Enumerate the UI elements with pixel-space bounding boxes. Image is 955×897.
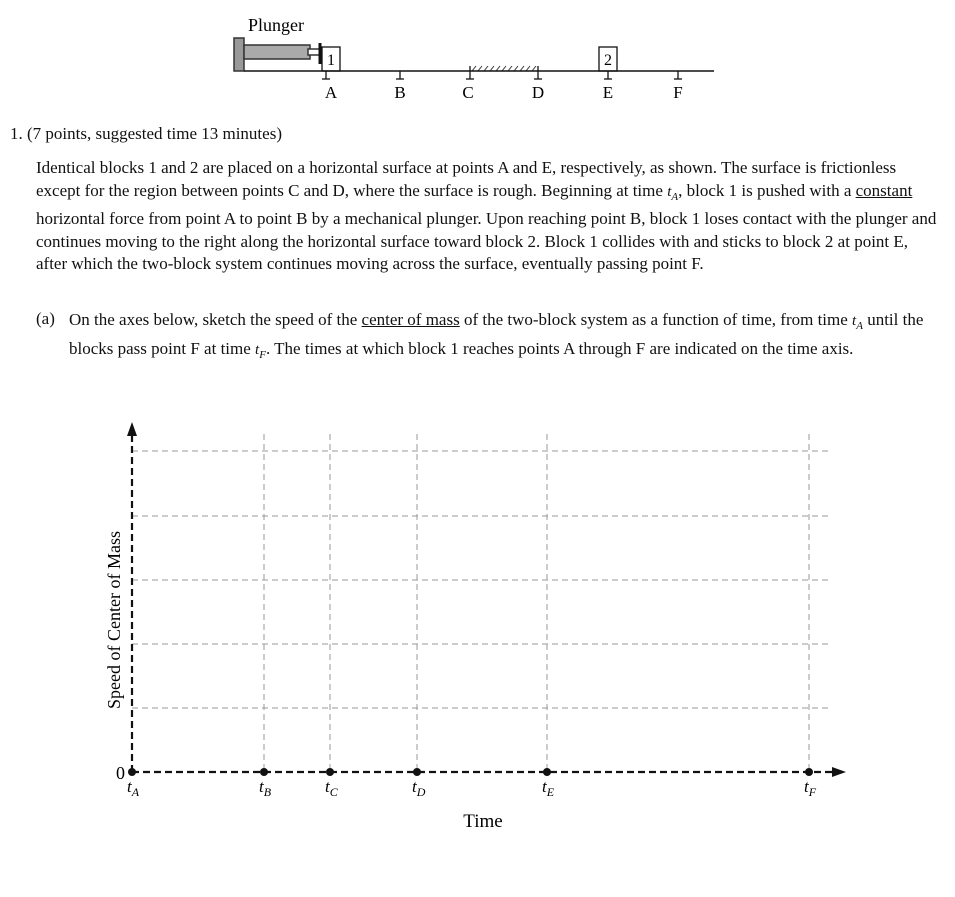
time-tick-label: $t_B$ [259, 777, 272, 799]
time-tick-dot [805, 768, 813, 776]
plunger-neck [308, 49, 320, 55]
part-a-label: (a) [36, 309, 55, 328]
time-tick-labels [127, 777, 817, 799]
plunger-base [234, 38, 244, 71]
plunger-rod [244, 45, 310, 59]
part-a-text-2: of the two-block system as a function of time, from time [459, 310, 853, 329]
time-tick-label: $t_E$ [542, 777, 555, 799]
constant-underlined: constant [855, 180, 913, 200]
time-tick-label: $t_F$ [804, 777, 817, 799]
time-symbol-ta-2: $t_A$ [852, 313, 863, 332]
point-label-e: E [602, 83, 614, 102]
time-tick-dot [543, 768, 551, 776]
question-text-3: horizontal force from point A to point B by a mechanical plunger. Upon reaching point B, block 1 loses contact with the plunger and continues moving to the right along the horizontal surface toward block 2. Block 1 collides with and sticks to block 2 at point E, after which the two-block system continues moving across the surface, eventually passing point F. [36, 209, 937, 273]
x-axis-label: Time [463, 811, 503, 832]
y-origin-label: 0 [116, 763, 125, 783]
part-a-text-3: until the blocks pass point F at time [69, 310, 924, 358]
time-tick-dot [326, 768, 334, 776]
point-label-d: D [531, 83, 545, 102]
point-label-a: A [324, 83, 338, 102]
point-ticks [322, 66, 682, 79]
y-axis-arrow [127, 422, 137, 436]
question-heading: 1. (7 points, suggested time 13 minutes) [10, 124, 282, 143]
part-a-text [69, 309, 929, 366]
question-text-1: Identical blocks 1 and 2 are placed on a horizontal surface at points A and E, respectively, as shown. The surface is frictionless except for the region between points C and D, where the surface is rough. Beginning at time [36, 158, 897, 200]
time-tick-label: $t_D$ [412, 777, 426, 799]
answer-graph[interactable] [0, 410, 955, 850]
part-a-text-4: . The times at which block 1 reaches points A through F are indicated on the time axis. [265, 338, 854, 358]
time-tick-dot [260, 768, 268, 776]
block-2-label: 2 [604, 52, 612, 69]
point-label-b: B [394, 83, 406, 102]
question-text-2: , block 1 is pushed with a [678, 180, 856, 200]
center-of-mass-underlined: center of mass [361, 310, 460, 329]
time-tick-dot [128, 768, 136, 776]
time-symbol-tf: $t_F$ [255, 341, 266, 361]
time-symbol-ta: $t_A$ [667, 183, 679, 203]
setup-diagram [0, 0, 955, 110]
grid-vertical [264, 434, 809, 772]
y-axis-label: Speed of Center of Mass [104, 531, 124, 709]
grid-horizontal [132, 451, 832, 708]
point-label-c: C [462, 83, 474, 102]
point-label-f: F [673, 83, 683, 102]
time-tick-dot [413, 768, 421, 776]
block-1-label: 1 [327, 52, 335, 69]
plunger-label: Plunger [248, 15, 304, 35]
question-paragraph [36, 157, 941, 276]
time-tick-label: $t_C$ [325, 777, 338, 799]
time-tick-label: $t_A$ [127, 777, 140, 799]
part-a-text-1: On the axes below, sketch the speed of the [69, 310, 362, 329]
x-axis-arrow [832, 767, 846, 777]
